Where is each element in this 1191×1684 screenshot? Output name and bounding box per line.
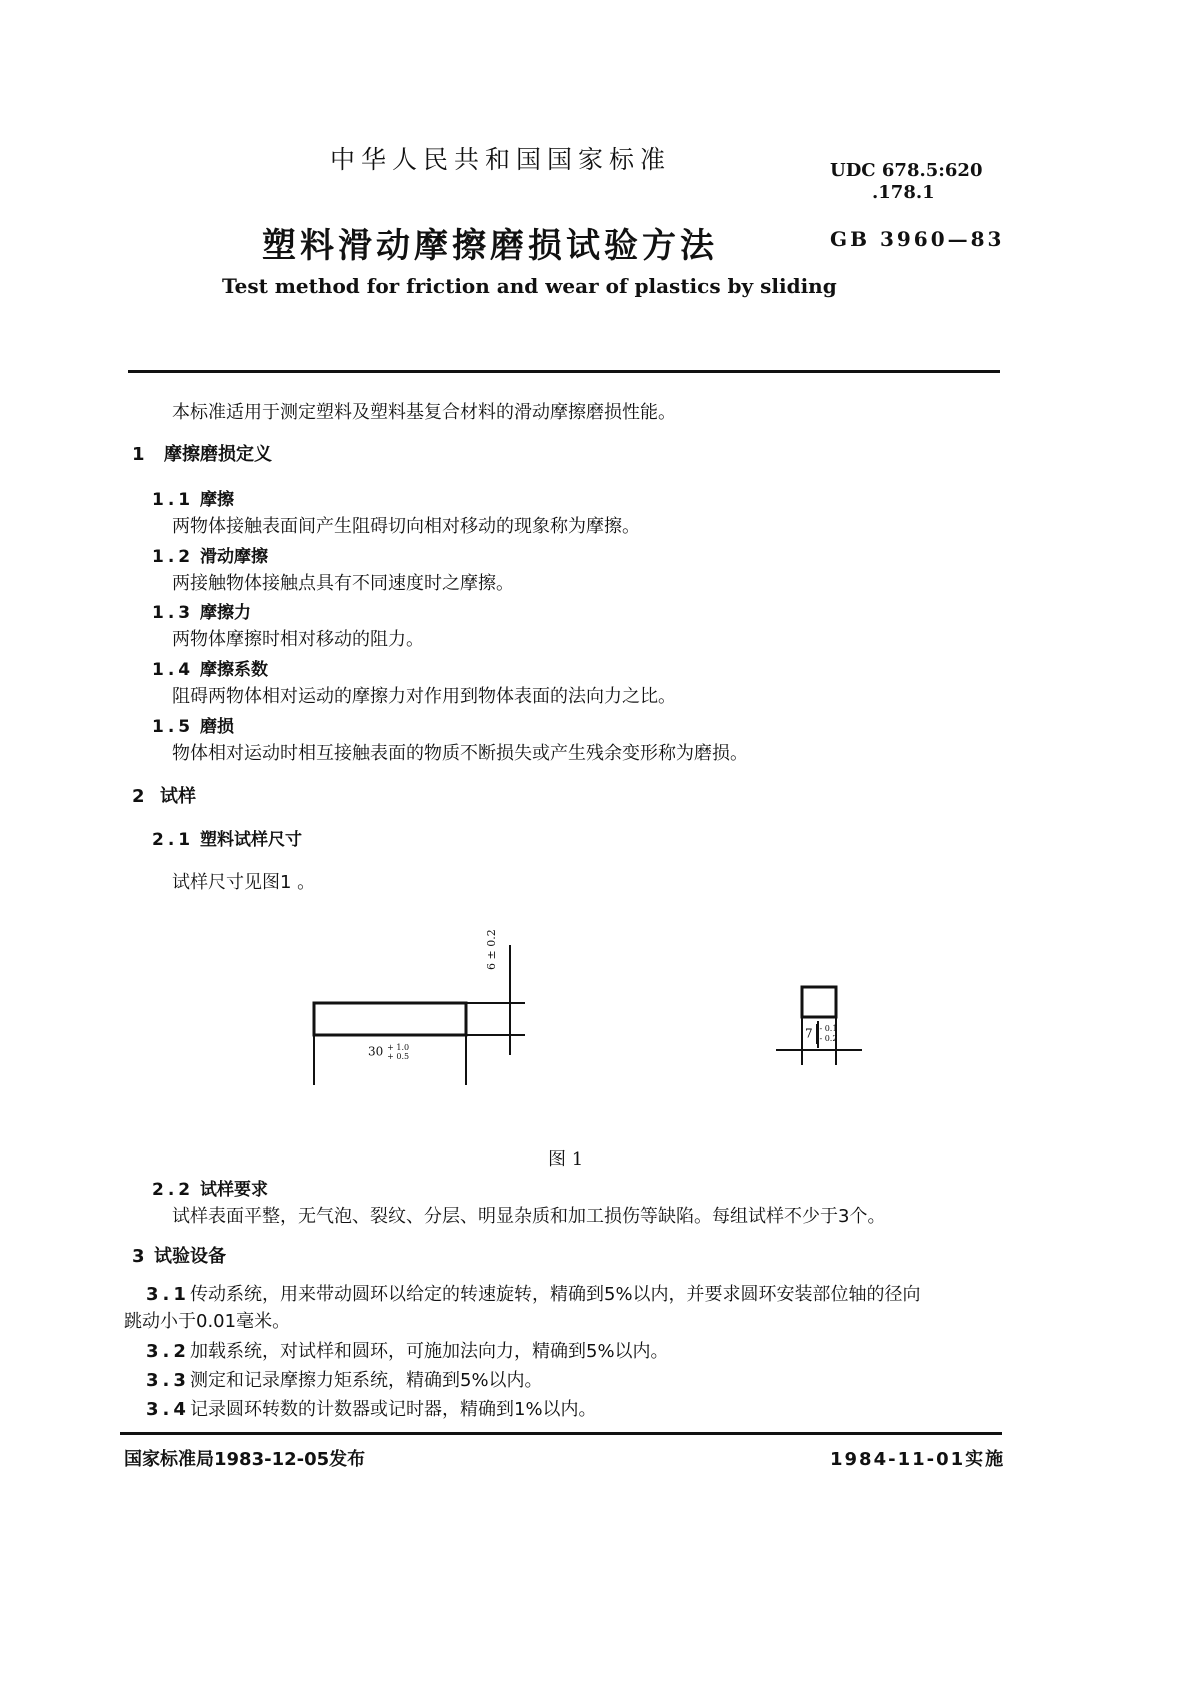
clause-1-2-text: 两接触物体接触点具有不同速度时之摩擦。 xyxy=(172,573,514,594)
section-title: 试验设备 xyxy=(154,1246,226,1267)
clause-number: 1.2 xyxy=(152,547,195,567)
section-title: 摩擦磨损定义 xyxy=(164,444,272,465)
clause-1-5-text: 物体相对运动时相互接触表面的物质不断损失或产生残余变形称为磨损。 xyxy=(172,743,748,764)
clause-3-2-text xyxy=(146,1337,669,1363)
clause-number: 1.4 xyxy=(152,660,195,680)
clause-number: 2.2 xyxy=(152,1180,195,1200)
clause-title: 试样要求 xyxy=(200,1180,268,1200)
clause-1-2-heading xyxy=(152,542,268,567)
country-title: 中华人民共和国国家标准 xyxy=(330,145,672,174)
section-3-heading xyxy=(132,1242,226,1268)
header-rule xyxy=(128,370,1000,373)
clause-1-1-text: 两物体接触表面间产生阻碍切向相对移动的现象称为摩擦。 xyxy=(172,516,640,537)
dim-length-base: 30 xyxy=(368,1044,384,1059)
figure-1-drawing xyxy=(300,935,880,1095)
clause-1-3-text: 两物体摩擦时相对移动的阻力。 xyxy=(172,629,424,650)
clause-1-3-heading xyxy=(152,598,251,623)
clause-title: 塑料试样尺寸 xyxy=(200,830,302,850)
clause-text: 加载系统，对试样和圆环，可施加法向力，精确到5%以内。 xyxy=(190,1341,669,1362)
document-title: 塑料滑动摩擦磨损试验方法 xyxy=(262,226,718,266)
dim-width-lower: - 0.2 xyxy=(819,1034,838,1043)
udc-line1: UDC 678.5:620 xyxy=(830,160,983,181)
figure-caption: 图 1 xyxy=(548,1149,584,1170)
clause-title: 磨损 xyxy=(200,717,234,737)
section-number: 2 xyxy=(132,786,149,807)
udc-line2: .178.1 xyxy=(872,182,935,203)
issued-date: 国家标准局1983-12-05发布 xyxy=(124,1449,366,1470)
clause-number: 1.5 xyxy=(152,717,195,737)
footer-rule xyxy=(120,1432,1002,1435)
clause-number: 1.3 xyxy=(152,603,195,623)
dim-height: 6 ± 0.2 xyxy=(485,929,498,970)
clause-number: 3.4 xyxy=(146,1399,190,1420)
dim-width xyxy=(805,1024,837,1044)
dim-width-upper: - 0.1 xyxy=(819,1024,838,1033)
section-number: 1 xyxy=(132,444,149,465)
dim-length-upper: + 1.0 xyxy=(387,1043,410,1052)
clause-title: 摩擦 xyxy=(200,490,234,510)
clause-text: 测定和记录摩擦力矩系统，精确到5%以内。 xyxy=(190,1370,543,1391)
clause-3-3-text xyxy=(146,1366,543,1392)
clause-text: 传动系统，用来带动圆环以给定的转速旋转，精确到5%以内，并要求圆环安装部位轴的径向 xyxy=(190,1284,921,1305)
section-number: 3 xyxy=(132,1246,149,1267)
clause-1-4-heading xyxy=(152,655,268,680)
clause-number: 3.1 xyxy=(146,1284,190,1305)
dim-width-base: 7 xyxy=(805,1026,813,1041)
title-english: Test method for friction and wear of plastics by sliding xyxy=(222,274,837,298)
dim-length xyxy=(368,1043,409,1061)
clause-3-4-text xyxy=(146,1395,597,1421)
clause-1-1-heading xyxy=(152,485,234,510)
clause-title: 摩擦系数 xyxy=(200,660,268,680)
clause-2-2-heading xyxy=(152,1175,268,1200)
clause-number: 3.3 xyxy=(146,1370,190,1391)
standard-number: GB 3960—83 xyxy=(830,227,1005,251)
effective-date: 1984-11-01实施 xyxy=(830,1449,1006,1470)
section-1-heading xyxy=(132,440,272,466)
clause-number: 3.2 xyxy=(146,1341,190,1362)
clause-2-2-text: 试样表面平整，无气泡、裂纹、分层、明显杂质和加工损伤等缺陷。每组试样不少于3个。 xyxy=(172,1206,886,1227)
dim-length-lower: + 0.5 xyxy=(387,1052,410,1061)
clause-2-1-text: 试样尺寸见图1 。 xyxy=(172,872,316,893)
clause-2-1-heading xyxy=(152,825,302,850)
clause-title: 摩擦力 xyxy=(200,603,251,623)
section-2-heading xyxy=(132,782,196,808)
clause-1-4-text: 阻碍两物体相对运动的摩擦力对作用到物体表面的法向力之比。 xyxy=(172,686,676,707)
clause-number: 2.1 xyxy=(152,830,195,850)
clause-3-1-text-cont: 跳动小于0.01毫米。 xyxy=(124,1311,291,1332)
clause-1-5-heading xyxy=(152,712,234,737)
clause-number: 1.1 xyxy=(152,490,195,510)
clause-title: 滑动摩擦 xyxy=(200,547,268,567)
section-title: 试样 xyxy=(160,786,196,807)
intro-text: 本标准适用于测定塑料及塑料基复合材料的滑动摩擦磨损性能。 xyxy=(172,402,676,423)
clause-text: 记录圆环转数的计数器或记时器，精确到1%以内。 xyxy=(190,1399,597,1420)
clause-3-1-text xyxy=(146,1280,921,1306)
